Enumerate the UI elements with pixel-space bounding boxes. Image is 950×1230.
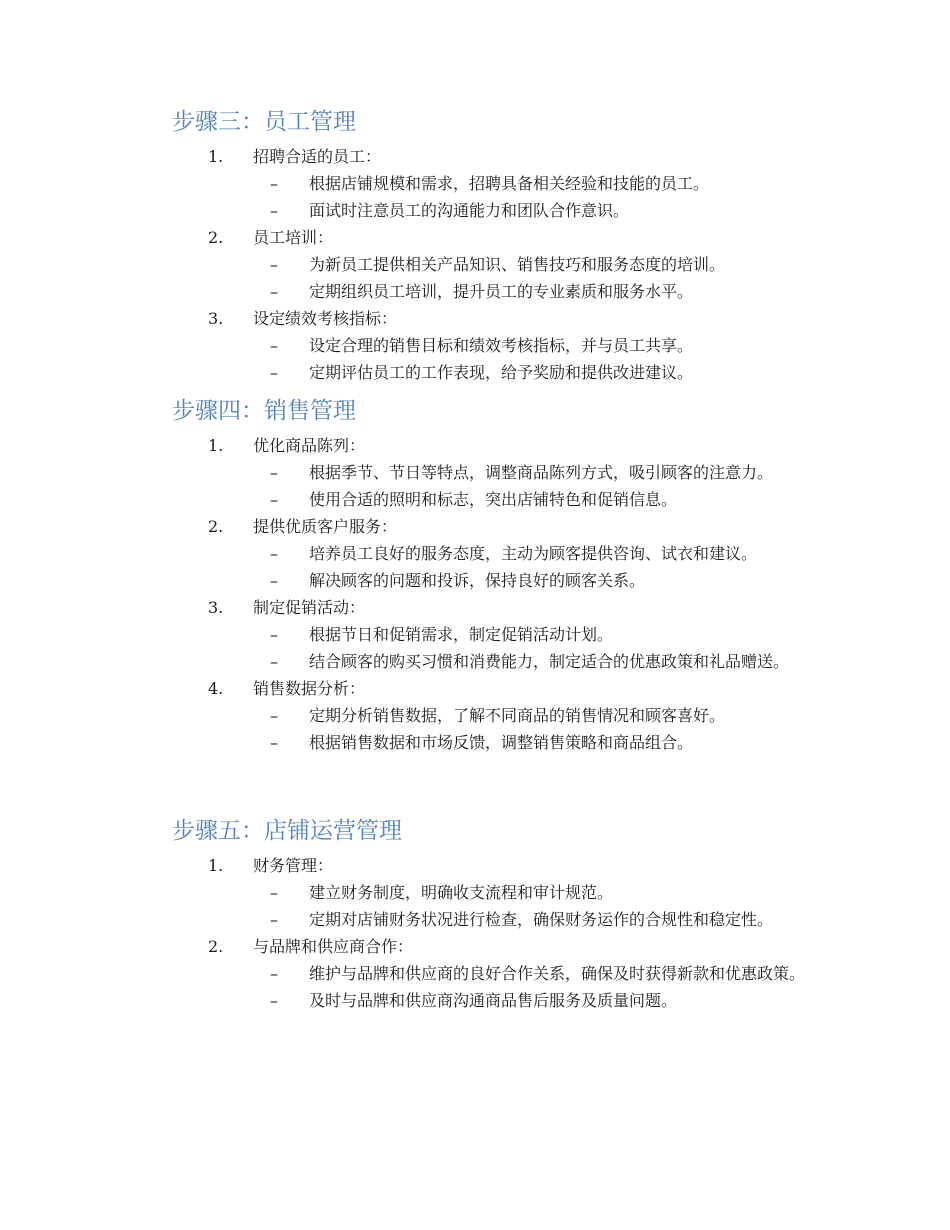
sub-item (0, 359, 950, 386)
sub-item (0, 729, 950, 756)
sub-item (0, 648, 950, 675)
sub-item (0, 567, 950, 594)
list-item (0, 143, 950, 170)
sub-item-text: 根据店铺规模和需求，招聘具备相关经验和技能的员工。 (309, 174, 710, 193)
sub-item (0, 486, 950, 513)
dash-marker: – (270, 463, 278, 482)
dash-marker: – (270, 571, 278, 590)
sub-item (0, 459, 950, 486)
list-item-title: 销售数据分析： (253, 679, 366, 698)
list-number: 1. (208, 147, 224, 166)
dash-marker: – (270, 336, 278, 355)
sub-item-text: 解决顾客的问题和投诉，保持良好的顾客关系。 (309, 571, 646, 590)
list-number: 1. (208, 436, 224, 455)
dash-marker: – (270, 282, 278, 301)
list-item (0, 432, 950, 459)
dash-marker: – (270, 174, 278, 193)
sub-item-text: 面试时注意员工的沟通能力和团队合作意识。 (309, 201, 630, 220)
sub-item-text: 定期组织员工培训，提升员工的专业素质和服务水平。 (309, 282, 694, 301)
section-heading: 步骤四：销售管理 (172, 398, 356, 424)
list-item-title: 设定绩效考核指标： (253, 309, 398, 328)
sub-item (0, 879, 950, 906)
section-step-3 (0, 106, 950, 386)
section-heading: 步骤三：员工管理 (172, 109, 356, 135)
sub-item-text: 设定合理的销售目标和绩效考核指标，并与员工共享。 (309, 336, 694, 355)
sub-item (0, 621, 950, 648)
sub-item-text: 为新员工提供相关产品知识、销售技巧和服务态度的培训。 (309, 255, 726, 274)
list-item-title: 提供优质客户服务： (253, 517, 398, 536)
sub-item (0, 906, 950, 933)
sub-item-text: 维护与品牌和供应商的良好合作关系，确保及时获得新款和优惠政策。 (309, 964, 806, 983)
dash-marker: – (270, 490, 278, 509)
sub-item (0, 540, 950, 567)
list-item (0, 513, 950, 540)
sub-item-text: 及时与品牌和供应商沟通商品售后服务及质量问题。 (309, 991, 678, 1010)
dash-marker: – (270, 625, 278, 644)
sub-item-text: 结合顾客的购买习惯和消费能力，制定适合的优惠政策和礼品赠送。 (309, 652, 790, 671)
dash-marker: – (270, 201, 278, 220)
sub-item (0, 960, 950, 987)
dash-marker: – (270, 363, 278, 382)
list-number: 4. (208, 679, 224, 698)
section-step-5 (0, 815, 950, 1014)
list-item (0, 224, 950, 251)
list-item-title: 优化商品陈列： (253, 436, 366, 455)
sub-item-text: 定期评估员工的工作表现，给予奖励和提供改进建议。 (309, 363, 694, 382)
sub-item-text: 使用合适的照明和标志，突出店铺特色和促销信息。 (309, 490, 678, 509)
dash-marker: – (270, 652, 278, 671)
sub-item (0, 197, 950, 224)
list-item (0, 675, 950, 702)
list-number: 2. (208, 517, 224, 536)
list-item (0, 594, 950, 621)
list-number: 3. (208, 598, 224, 617)
sub-item (0, 170, 950, 197)
list-item-title: 制定促销活动： (253, 598, 366, 617)
sub-item-text: 根据季节、节日等特点，调整商品陈列方式，吸引顾客的注意力。 (309, 463, 774, 482)
list-number: 3. (208, 309, 224, 328)
list-item-title: 员工培训： (253, 228, 334, 247)
list-item (0, 305, 950, 332)
sub-item-text: 定期分析销售数据，了解不同商品的销售情况和顾客喜好。 (309, 706, 726, 725)
list-item-title: 招聘合适的员工： (253, 147, 382, 166)
list-number: 1. (208, 856, 224, 875)
dash-marker: – (270, 991, 278, 1010)
list-item (0, 933, 950, 960)
sub-item-text: 培养员工良好的服务态度，主动为顾客提供咨询、试衣和建议。 (309, 544, 758, 563)
sub-item-text: 根据节日和促销需求，制定促销活动计划。 (309, 625, 614, 644)
sub-item (0, 987, 950, 1014)
list-item-title: 与品牌和供应商合作： (253, 937, 414, 956)
sub-item-text: 根据销售数据和市场反馈，调整销售策略和商品组合。 (309, 733, 694, 752)
dash-marker: – (270, 910, 278, 929)
dash-marker: – (270, 255, 278, 274)
dash-marker: – (270, 964, 278, 983)
dash-marker: – (270, 733, 278, 752)
section-heading: 步骤五：店铺运营管理 (172, 818, 402, 844)
section-step-4 (0, 395, 950, 756)
sub-item-text: 定期对店铺财务状况进行检查，确保财务运作的合规性和稳定性。 (309, 910, 774, 929)
list-number: 2. (208, 228, 224, 247)
sub-item-text: 建立财务制度，明确收支流程和审计规范。 (309, 883, 614, 902)
list-item (0, 852, 950, 879)
sub-item (0, 251, 950, 278)
sub-item (0, 332, 950, 359)
sub-item (0, 278, 950, 305)
dash-marker: – (270, 544, 278, 563)
list-number: 2. (208, 937, 224, 956)
dash-marker: – (270, 706, 278, 725)
sub-item (0, 702, 950, 729)
dash-marker: – (270, 883, 278, 902)
list-item-title: 财务管理： (253, 856, 334, 875)
